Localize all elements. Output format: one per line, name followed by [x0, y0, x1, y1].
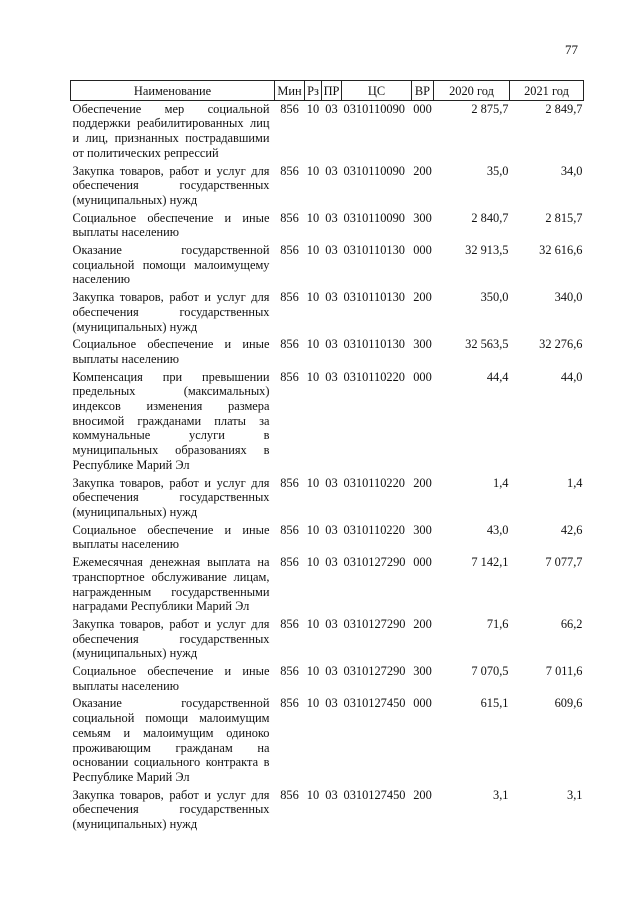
row-value-2021: 2 849,7: [545, 101, 583, 116]
row-value-2020: 350,0: [480, 290, 509, 305]
row-min: 856: [280, 290, 299, 305]
row-min: 856: [280, 210, 299, 225]
table-row: [71, 369, 584, 475]
row-name: Социальное обеспечение и иные выплаты населению: [72, 522, 270, 552]
row-name: Закупка товаров, работ и услуг для обеспечения государственных (муниципальных) нужд: [72, 787, 270, 832]
row-cs: 0310110220: [343, 369, 405, 384]
row-pr: 03: [325, 290, 338, 305]
row-value-2021: 34,0: [560, 163, 583, 178]
row-rz: 10: [306, 243, 320, 258]
row-value-2021: 609,6: [554, 696, 583, 711]
row-min: 856: [280, 243, 299, 258]
row-min: 856: [280, 475, 299, 490]
row-name: Закупка товаров, работ и услуг для обеспечения государственных (муниципальных) нужд: [72, 163, 270, 207]
table-row: [71, 336, 584, 368]
row-rz: 10: [306, 210, 320, 225]
row-min: 856: [280, 664, 299, 679]
row-value-2021: 1,4: [567, 475, 583, 490]
row-cs: 0310110220: [343, 522, 405, 537]
header-pr: ПР: [322, 81, 342, 101]
row-pr: 03: [325, 696, 338, 711]
row-pr: 03: [325, 369, 338, 384]
row-pr: 03: [325, 616, 338, 631]
row-value-2021: 2 815,7: [545, 210, 583, 225]
row-cs: 0310127450: [343, 696, 406, 711]
row-cs: 0310127450: [343, 787, 406, 802]
row-vr: 200: [413, 616, 432, 631]
row-value-2021: 32 616,6: [539, 243, 583, 258]
row-pr: 03: [325, 555, 338, 570]
header-2021: 2021 год: [510, 81, 584, 101]
row-vr: 200: [413, 787, 432, 802]
row-rz: 10: [306, 787, 320, 802]
table-body: [71, 100, 584, 834]
row-cs: 0310110220: [343, 475, 405, 490]
row-cs: 0310110090: [343, 163, 405, 178]
row-value-2021: 7 011,6: [545, 664, 583, 679]
row-value-2021: 3,1: [567, 787, 583, 802]
row-cs: 0310127290: [343, 616, 406, 631]
header-vr: ВР: [412, 81, 434, 101]
header-cs: ЦС: [342, 81, 412, 101]
table-row: [71, 522, 584, 554]
row-value-2020: 44,4: [486, 369, 509, 384]
row-min: 856: [280, 369, 299, 384]
row-name: Ежемесячная денежная выплата на транспортное обслуживание лицам, награжденным государственными наградами Республики Марий Эл: [72, 555, 270, 614]
row-name: Социальное обеспечение и иные выплаты населению: [72, 210, 270, 240]
row-rz: 10: [306, 475, 320, 490]
row-rz: 10: [306, 555, 320, 570]
row-value-2020: 2 875,7: [471, 101, 509, 116]
row-vr: 000: [413, 696, 432, 711]
row-pr: 03: [325, 101, 338, 116]
row-pr: 03: [325, 337, 338, 352]
row-cs: 0310110130: [343, 243, 405, 258]
row-value-2021: 44,0: [560, 369, 583, 384]
row-min: 856: [280, 555, 299, 570]
row-pr: 03: [325, 522, 338, 537]
table-row: [71, 475, 584, 522]
row-rz: 10: [306, 616, 320, 631]
row-rz: 10: [306, 290, 320, 305]
row-vr: 200: [413, 475, 432, 490]
row-value-2021: 340,0: [554, 290, 583, 305]
row-rz: 10: [306, 163, 320, 178]
row-name: Социальное обеспечение и иные выплаты населению: [72, 664, 270, 693]
row-value-2020: 2 840,7: [471, 210, 509, 225]
row-pr: 03: [325, 210, 338, 225]
row-rz: 10: [306, 664, 320, 679]
row-min: 856: [280, 337, 299, 352]
row-vr: 200: [413, 163, 432, 178]
row-value-2020: 71,6: [486, 616, 509, 631]
row-value-2021: 32 276,6: [539, 337, 583, 352]
row-min: 856: [280, 696, 299, 711]
row-cs: 0310110130: [343, 337, 405, 352]
row-value-2020: 7 142,1: [471, 555, 509, 570]
row-pr: 03: [325, 163, 338, 178]
row-value-2020: 43,0: [486, 522, 509, 537]
row-vr: 300: [413, 337, 432, 352]
row-min: 856: [280, 616, 299, 631]
header-rz: Рз: [305, 81, 322, 101]
row-name: Закупка товаров, работ и услуг для обеспечения государственных (муниципальных) нужд: [72, 616, 270, 661]
row-vr: 000: [413, 243, 432, 258]
row-min: 856: [280, 163, 299, 178]
row-cs: 0310127290: [343, 555, 406, 570]
row-pr: 03: [325, 243, 338, 258]
row-value-2020: 615,1: [480, 696, 509, 711]
row-value-2020: 32 563,5: [465, 337, 509, 352]
row-rz: 10: [306, 696, 320, 711]
row-rz: 10: [306, 522, 320, 537]
row-vr: 000: [413, 555, 432, 570]
row-min: 856: [280, 787, 299, 802]
row-vr: 300: [413, 522, 432, 537]
row-rz: 10: [306, 101, 320, 116]
row-pr: 03: [325, 475, 338, 490]
row-rz: 10: [306, 337, 320, 352]
row-min: 856: [280, 101, 299, 116]
row-pr: 03: [325, 664, 338, 679]
row-name: Компенсация при превышении предельных (максимальных) индексов изменения размера вносимой гражданами платы за коммунальные услуги в муниципальных образованиях в Республике Марий Эл: [72, 369, 270, 472]
table-row: [71, 242, 584, 289]
row-vr: 000: [413, 101, 432, 116]
row-name: Закупка товаров, работ и услуг для обеспечения государственных (муниципальных) нужд: [72, 290, 270, 334]
table-row: [71, 616, 584, 663]
header-2020: 2020 год: [434, 81, 510, 101]
row-value-2020: 7 070,5: [471, 664, 509, 679]
table-row: [71, 210, 584, 242]
table-row: [71, 554, 584, 616]
row-value-2020: 35,0: [486, 163, 509, 178]
row-cs: 0310110090: [343, 101, 405, 116]
row-value-2020: 1,4: [493, 475, 509, 490]
row-vr: 200: [413, 290, 432, 305]
row-cs: 0310110090: [343, 210, 405, 225]
row-name: Оказание государственной социальной помощи малоимущим семьям и малоимущим одиноко проживающим гражданам на основании социального контракта в Республике Марий Эл: [72, 696, 270, 784]
row-vr: 300: [413, 664, 432, 679]
header-name: Наименование: [71, 81, 275, 101]
row-vr: 300: [413, 210, 432, 225]
row-rz: 10: [306, 369, 320, 384]
page-number: 77: [565, 42, 578, 57]
row-name: Обеспечение мер социальной поддержки реабилитированных лиц и лиц, признанных пострадавшими от политических репрессий: [72, 101, 270, 160]
row-pr: 03: [325, 787, 338, 802]
row-value-2020: 32 913,5: [465, 243, 509, 258]
row-name: Закупка товаров, работ и услуг для обеспечения государственных (муниципальных) нужд: [72, 475, 270, 519]
table-header: [71, 81, 584, 101]
row-value-2020: 3,1: [493, 787, 509, 802]
table-row: [71, 663, 584, 695]
row-value-2021: 66,2: [560, 616, 583, 631]
table-row: [71, 100, 584, 162]
row-name: Оказание государственной социальной помощи малоимущему населению: [72, 243, 270, 287]
row-vr: 000: [413, 369, 432, 384]
table-row: [71, 787, 584, 834]
row-cs: 0310127290: [343, 664, 406, 679]
row-min: 856: [280, 522, 299, 537]
table-row: [71, 695, 584, 786]
row-name: Социальное обеспечение и иные выплаты населению: [72, 337, 270, 366]
table-row: [71, 163, 584, 210]
table-row: [71, 289, 584, 336]
row-value-2021: 7 077,7: [545, 555, 583, 570]
header-min: Мин: [275, 81, 305, 101]
budget-table: [70, 80, 584, 834]
row-value-2021: 42,6: [560, 522, 583, 537]
row-cs: 0310110130: [343, 290, 405, 305]
